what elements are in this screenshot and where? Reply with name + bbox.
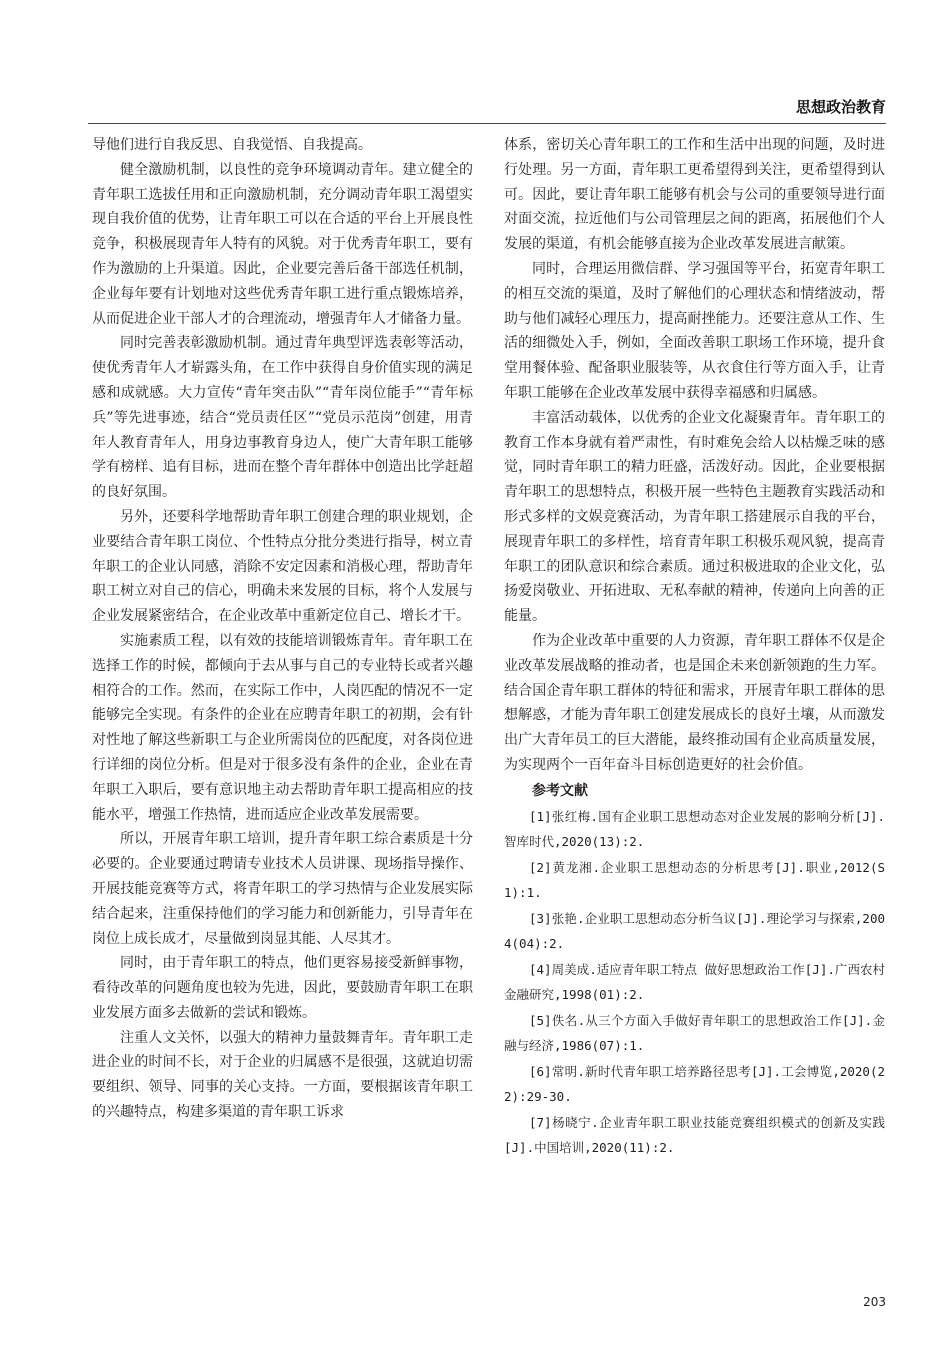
reference-item: [6]常明.新时代青年职工培养路径思考[J].工会博览,2020(22):29-30. bbox=[504, 1063, 885, 1105]
reference-item: [7]杨晓宁.企业青年职工职业技能竞赛组织模式的创新及实践[J].中国培训,2020(11):2. bbox=[504, 1114, 885, 1156]
paragraph: 同时，合理运用微信群、学习强国等平台，拓宽青年职工的相互交流的渠道，及时了解他们的心理状态和情绪波动，帮助与他们减轻心理压力，提高耐挫能力。还要注意从工作、生活的细微处入手，例如，全面改善职工职场工作环境，提升食堂用餐体验、配备职业服装等，从衣食住行等方面入手，让青年职工能够在企业改革发展中获得幸福感和归属感。 bbox=[504, 260, 885, 401]
header-divider bbox=[88, 123, 886, 124]
reference-item: [4]周美成.适应青年职工特点 做好思想政治工作[J].广西农村金融研究,1998(01):2. bbox=[504, 961, 885, 1003]
paragraph: 导他们进行自我反思、自我觉悟、自我提高。 bbox=[92, 137, 372, 153]
paragraph: 同时，由于青年职工的特点，他们更容易接受新鲜事物，看待改革的问题角度也较为先进，因此，要鼓励青年职工在职业发展方面多去做新的尝试和锻炼。 bbox=[92, 955, 473, 1021]
reference-item: [1]张红梅.国有企业职工思想动态对企业发展的影响分析[J].智库时代,2020(13):2. bbox=[504, 808, 885, 850]
paragraph: 体系，密切关心青年职工的工作和生活中出现的问题，及时进行处理。另一方面，青年职工更希望得到关注，更希望得到认可。因此，要让青年职工能够有机会与公司的重要领导进行面对面交流，拉近他们与公司管理层之间的距离，拓展他们个人发展的渠道，有机会能够直接为企业改革发展进言献策。 bbox=[504, 137, 885, 253]
paragraph: 另外，还要科学地帮助青年职工创建合理的职业规划，企业要结合青年职工岗位、个性特点分批分类进行指导，树立青年职工的企业认同感，消除不安定因素和消极心理，帮助青年职工树立对自己的信心，明确未来发展的目标，将个人发展与企业发展紧密结合，在企业改革中重新定位自己、增长才干。 bbox=[92, 508, 473, 625]
reference-item: [2]黄龙湘.企业职工思想动态的分析思考[J].职业,2012(S1):1. bbox=[504, 859, 885, 901]
paragraph: 注重人文关怀，以强大的精神力量鼓舞青年。青年职工走进企业的时间不长，对于企业的归属感不是很强，这就迫切需要组织、领导、同事的关心支持。一方面，要根据该青年职工的兴趣特点，构建多渠道的青年职工诉求 bbox=[92, 1029, 473, 1121]
right-column bbox=[504, 133, 885, 1161]
paragraph: 同时完善表彰激励机制。通过青年典型评选表彰等活动，使优秀青年人才崭露头角，在工作中获得自身价值实现的满足感和成就感。大力宣传“青年突击队”“青年岗位能手”“青年标兵”等先进事迹，结合“党员责任区”“党员示范岗”创建，用青年人教育青年人，用身边事教育身边人，使广大青年职工能够学有榜样、追有目标，进而在整个青年群体中创造出比学赶超的良好氛围。 bbox=[92, 335, 473, 501]
section-title: 思想政治教育 bbox=[795, 98, 886, 116]
paragraph: 所以，开展青年职工培训，提升青年职工综合素质是十分必要的。企业要通过聘请专业技术人员讲课、现场指导操作、开展技能竞赛等方式，将青年职工的学习热情与企业发展实际结合起来，注重保持他们的学习能力和创新能力，引导青年在岗位上成长成才，尽量做到岗显其能、人尽其才。 bbox=[92, 831, 473, 947]
paragraph: 健全激励机制，以良性的竞争环境调动青年。建立健全的青年职工选拔任用和正向激励机制，充分调动青年职工渴望实现自我价值的优势，让青年职工可以在合适的平台上开展良性竞争，积极展现青年人特有的风貌。对于优秀青年职工，要有作为激励的上升渠道。因此，企业要完善后备干部选任机制，企业每年要有计划地对这些优秀青年职工进行重点锻炼培养，从而促进企业干部人才的合理流动，增强青年人才储备力量。 bbox=[92, 161, 473, 327]
references-heading: 参考文献 bbox=[532, 782, 588, 799]
page-number: 203 bbox=[863, 1295, 886, 1309]
left-column bbox=[92, 133, 473, 1125]
reference-item: [5]佚名.从三个方面入手做好青年职工的思想政治工作[J].金融与经济,1986(07):1. bbox=[504, 1012, 885, 1054]
paragraph: 丰富活动载体，以优秀的企业文化凝聚青年。青年职工的教育工作本身就有着严肃性，有时难免会给人以枯燥乏味的感觉，同时青年职工的精力旺盛，活泼好动。因此，企业要根据青年职工的思想特点，积极开展一些特色主题教育实践活动和形式多样的文娱竞赛活动，为青年职工搭建展示自我的平台，展现青年职工的多样性，培育青年职工积极乐观风貌，提高青年职工的团队意识和综合素质。通过积极进取的企业文化，弘扬爱岗敬业、开拓进取、无私奉献的精神，传递向上向善的正能量。 bbox=[504, 409, 885, 625]
reference-item: [3]张艳.企业职工思想动态分析刍议[J].理论学习与探索,2004(04):2. bbox=[504, 910, 885, 952]
paragraph: 作为企业改革中重要的人力资源，青年职工群体不仅是企业改革发展战略的推动者，也是国企未来创新领跑的生力军。结合国企青年职工群体的特征和需求，开展青年职工群体的思想解惑，才能为青年职工创建发展成长的良好土壤，从而激发出广大青年员工的巨大潜能，最终推动国有企业高质量发展，为实现两个一百年奋斗目标创造更好的社会价值。 bbox=[504, 632, 885, 773]
paragraph: 实施素质工程，以有效的技能培训锻炼青年。青年职工在选择工作的时候，都倾向于去从事与自己的专业特长或者兴趣相符合的工作。然而，在实际工作中，人岗匹配的情况不一定能够完全实现。有条件的企业在应聘青年职工的初期，会有针对性地了解这些新职工与企业所需岗位的匹配度，对各岗位进行详细的岗位分析。但是对于很多没有条件的企业，企业在青年职工入职后，要有意识地主动去帮助青年职工提高相应的技能水平，增强工作热情，进而适应企业改革发展需要。 bbox=[92, 632, 473, 823]
